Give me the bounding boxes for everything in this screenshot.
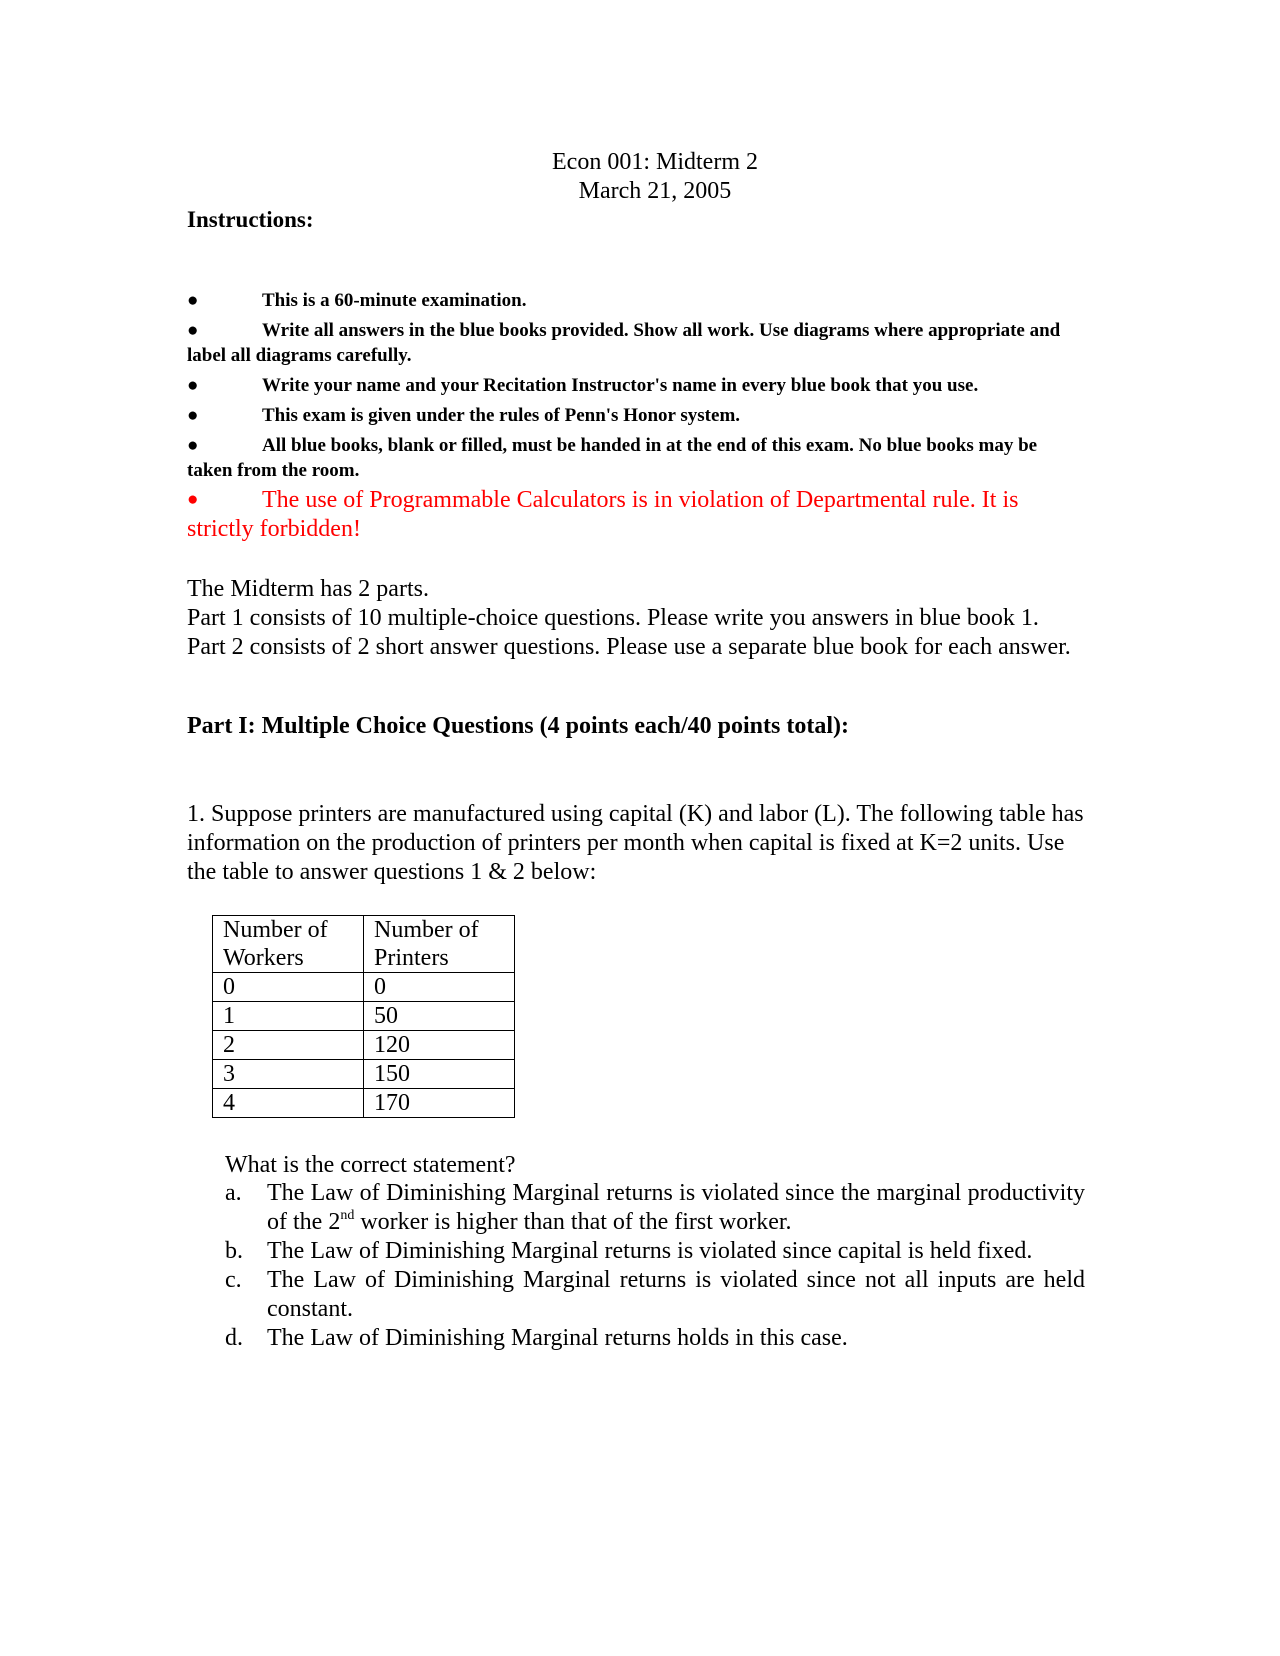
option-letter: a. — [225, 1180, 242, 1206]
bullet-icon: ● — [187, 375, 199, 396]
table-cell: 4 — [213, 1089, 364, 1118]
option-d — [225, 1324, 1085, 1353]
bullet-icon: ● — [187, 405, 199, 426]
ordinal-suffix: nd — [340, 1208, 355, 1223]
exam-title: Econ 001: Midterm 2 — [552, 149, 758, 175]
table-cell: 50 — [364, 1002, 515, 1031]
instruction-item — [187, 318, 1067, 368]
table-cell: 2 — [213, 1031, 364, 1060]
option-text — [267, 1179, 1085, 1237]
question-prompt: What is the correct statement? — [225, 1152, 516, 1178]
instruction-text: This is a 60-minute examination. — [262, 290, 527, 311]
option-text: The Law of Diminishing Marginal returns is violated since capital is held fixed. — [267, 1238, 1033, 1264]
table-row — [213, 1031, 515, 1060]
bullet-icon: ● — [187, 290, 199, 311]
instruction-item — [187, 373, 1067, 398]
instructions-list — [187, 288, 1067, 544]
option-text-part: worker is higher than that of the first worker. — [354, 1209, 792, 1235]
question-1-text: 1. Suppose printers are manufactured using capital (K) and labor (L). The following table has information on the production of printers per month when capital is fixed at K=2 units. Use the table to answer questions 1 & 2 below: — [187, 801, 1084, 885]
instruction-item — [187, 403, 1067, 428]
option-text-part: The Law of Diminishing Marginal returns is violated since the marginal productivity of the 2 — [267, 1180, 1085, 1235]
instruction-item — [187, 288, 1067, 313]
instruction-item — [187, 433, 1067, 483]
exam-date: March 21, 2005 — [578, 178, 732, 204]
table-row — [213, 1060, 515, 1089]
option-letter: d. — [225, 1325, 243, 1351]
table-cell: 3 — [213, 1060, 364, 1089]
option-letter: c. — [225, 1267, 242, 1293]
instruction-text: Write your name and your Recitation Instructor's name in every blue book that you use. — [262, 375, 979, 396]
table-cell: 170 — [364, 1089, 515, 1118]
bullet-icon: ● — [187, 489, 199, 510]
exam-header — [0, 148, 1280, 206]
table-cell: 0 — [213, 973, 364, 1002]
column-header-printers: Number of Printers — [364, 916, 515, 973]
calculator-warning — [187, 485, 1067, 544]
option-a — [225, 1179, 1085, 1237]
instruction-text: This exam is given under the rules of Penn's Honor system. — [262, 405, 741, 426]
table-row — [213, 973, 515, 1002]
option-c — [225, 1266, 1085, 1324]
bullet-icon: ● — [187, 435, 199, 456]
warning-text: The use of Programmable Calculators is in violation of Departmental rule. It is strictly forbidden! — [187, 487, 1019, 542]
intro-line: Part 1 consists of 10 multiple-choice questions. Please write you answers in blue book 1. — [187, 605, 1039, 631]
answer-options — [225, 1179, 1085, 1353]
midterm-intro — [187, 575, 1087, 662]
production-table — [212, 915, 515, 1118]
table-cell: 150 — [364, 1060, 515, 1089]
table-cell: 1 — [213, 1002, 364, 1031]
instructions-heading: Instructions: — [187, 207, 314, 232]
intro-line: Part 2 consists of 2 short answer questions. Please use a separate blue book for each answer. — [187, 634, 1071, 660]
instruction-text: Write all answers in the blue books provided. Show all work. Use diagrams where appropriate and label all diagrams carefully. — [187, 320, 1061, 366]
table-row — [213, 1089, 515, 1118]
intro-line: The Midterm has 2 parts. — [187, 576, 429, 602]
column-header-workers: Number of Workers — [213, 916, 364, 973]
part1-heading: Part I: Multiple Choice Questions (4 points each/40 points total): — [187, 713, 849, 739]
table-row — [213, 1002, 515, 1031]
option-text: The Law of Diminishing Marginal returns is violated since not all inputs are held constant. — [267, 1267, 1085, 1322]
table-header-row — [213, 916, 515, 973]
table-cell: 120 — [364, 1031, 515, 1060]
table-cell: 0 — [364, 973, 515, 1002]
bullet-icon: ● — [187, 320, 199, 341]
option-b — [225, 1237, 1085, 1266]
option-letter: b. — [225, 1238, 243, 1264]
instruction-text: All blue books, blank or filled, must be handed in at the end of this exam. No blue books may be taken from the room. — [187, 435, 1038, 481]
option-text: The Law of Diminishing Marginal returns holds in this case. — [267, 1325, 848, 1351]
